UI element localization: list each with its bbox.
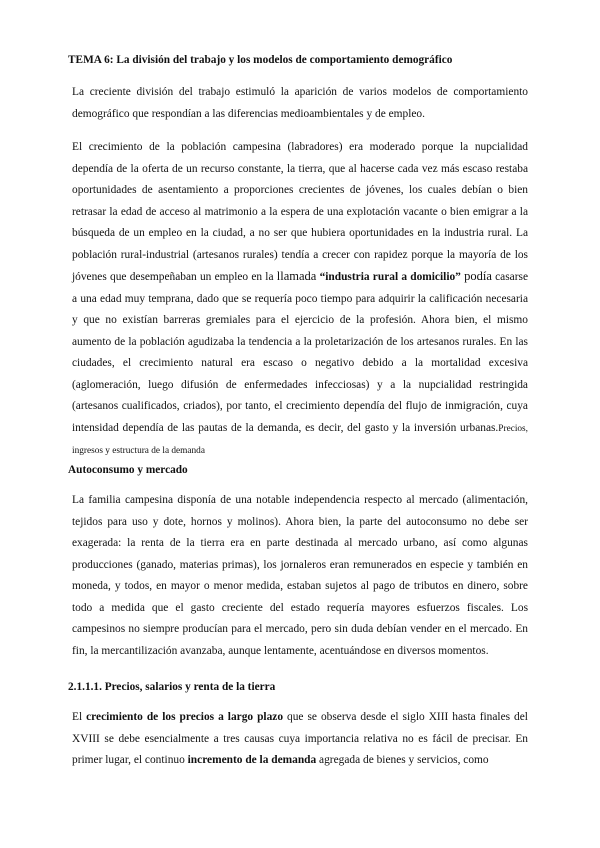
paragraph-autoconsumo: La familia campesina disponía de una notable independencia respecto al mercado (alimentación, tejidos para uso y dote, hornos y molinos). Ahora bien, la parte del autoconsumo no debe ser exagerada: la renta de la tierra era en parte destinada al mercado urbano, así como algunas producciones (ganado, materias primas), los jornaleros eran remunerados en especie y también en moneda, y todos, en mayor o menor medida, estaban sujetos al pago de tributos en dinero, sobre todo a medida que el gasto creciente del estado requería mayores esfuerzos fiscales. Los campesinos no siempre producían para el mercado, pero sin duda debían vender en el mercado. En fin, la mercantilización avanzaba, aunque lentamente, acentuándose en diversos momentos. bbox=[72, 494, 528, 657]
text-run: que se observa desde el siglo XIII hasta finales del XVIII se debe esencialmente a tres causas cuya importancia relativa no es fácil de precisar. En primer lugar, el continuo bbox=[72, 711, 528, 766]
bold-term-incremento-demanda: incremento de la demanda bbox=[187, 754, 317, 766]
text-run: agregada de bienes y servicios, como bbox=[316, 754, 489, 766]
text-run: casarse a una edad muy temprana, dado que se requería poco tiempo para adquirir la calificación necesaria y que no existían barreras gremiales para el ejercicio de la profesión. Ahora bien, el mismo aumento de la población agudizaba la tendencia a la proletarización de los artesanos rurales. En las ciudades, el crecimiento natural era escaso o negativo debido a la mortalidad excesiva (aglomeración, luego difusión de enfermedades infecciosas) y a la nupcialidad restringida (artesanos cualificados, criados), por tanto, el crecimiento dependía del flujo de inmigración, cuya intensidad dependía de las pautas de la demanda, es decir, del gasto y la inversión urbanas. bbox=[72, 271, 528, 434]
section-heading-autoconsumo: Autoconsumo y mercado bbox=[68, 464, 188, 476]
paragraph-intro: La creciente división del trabajo estimuló la aparición de varios modelos de comportamiento demográfico que respondían a las diferencias medioambientales y de empleo. bbox=[72, 86, 528, 120]
text-run: El bbox=[72, 711, 87, 723]
section-heading-precios: 2.1.1.1. Precios, salarios y renta de la tierra bbox=[68, 681, 276, 693]
text-run-llamada: llamada bbox=[276, 269, 317, 283]
bold-term-crecimiento-precios: crecimiento de los precios a largo plazo bbox=[86, 711, 284, 723]
paragraph-population bbox=[72, 137, 528, 463]
paragraph-precios bbox=[72, 707, 528, 772]
inline-subtitle-precios: Precios, ingresos y estructura de la demanda bbox=[72, 423, 528, 456]
text-run-podia: podía bbox=[464, 269, 492, 283]
bold-term-industria-rural: “industria rural a domicilio” bbox=[316, 271, 465, 283]
text-run: El crecimiento de la población campesina (labradores) era moderado porque la nupcialidad dependía de la oferta de un recurso constante, la tierra, que al hacerse cada vez más escaso restaba oportunidades de asentamiento a proporciones crecientes de jóvenes, los cuales debían o bien retrasar la edad de acceso al matrimonio a la espera de una explotación vacante o bien emigrar a la búsqueda de un empleo en la ciudad, a no ser que hubiera oportunidades en la industria rural. La población rural-industrial (artesanos rurales) tendía a crecer con rapidez porque la mayoría de los jóvenes que desempeñaban un empleo en la bbox=[72, 141, 528, 283]
page-title: TEMA 6: La división del trabajo y los modelos de comportamiento demográfico bbox=[68, 54, 453, 66]
